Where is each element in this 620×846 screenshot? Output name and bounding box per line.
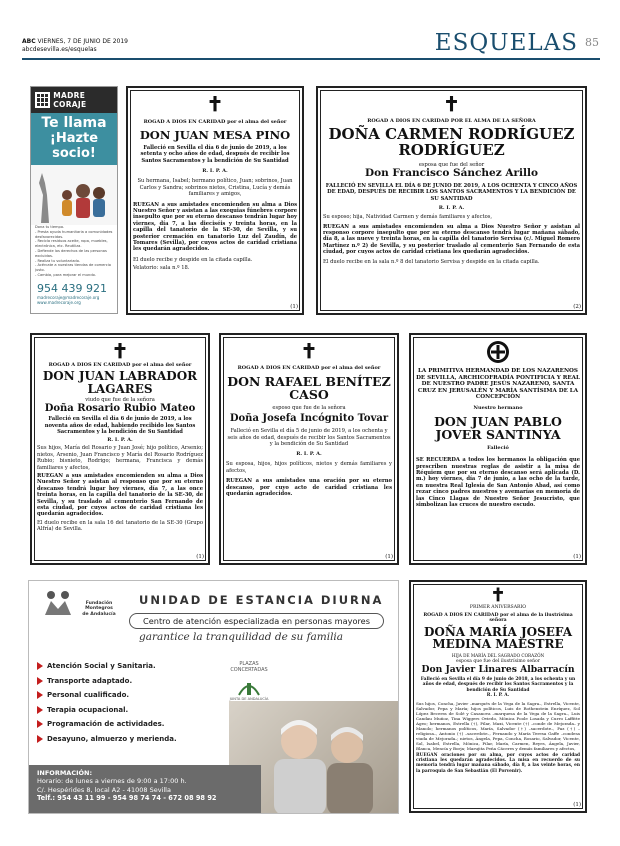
info-title: INFORMACIÓN: bbox=[37, 769, 93, 777]
fundacion-line3: de Andalucía bbox=[82, 611, 116, 617]
junta-andalucia-logo-icon bbox=[236, 675, 262, 697]
esquela-labrador bbox=[30, 333, 210, 565]
madre-coraje-line1: Te llama bbox=[41, 115, 107, 131]
service-item bbox=[37, 659, 177, 674]
service-label: Programación de actividades. bbox=[47, 720, 165, 729]
esquela-intro: ROGAD A DIOS EN CARIDAD por el alma del señor bbox=[237, 365, 381, 371]
madre-coraje-email[interactable]: madrecoraje@madrecoraje.org bbox=[37, 294, 100, 300]
esquela-intro: LA PRIMITIVA HERMANDAD DE LOS NAZARENOS DE SEVILLA, ARCHICOFRADÍA PONTIFICIA Y REAL DE NUESTRO PADRE JESÚS NAZARENO, SANTA CRUZ EN JERUSALÉN Y MARÍA SANTÍSIMA DE LA CONCEPCIÓN bbox=[416, 368, 580, 401]
madre-coraje-web[interactable]: www.madrecoraje.org bbox=[37, 299, 81, 305]
esquela-title: HIJA DE MARÍA DEL SAGRADO CORAZÓN bbox=[451, 653, 545, 658]
service-label: Desayuno, almuerzo y merienda. bbox=[47, 734, 177, 743]
header-rule bbox=[22, 58, 600, 60]
esquela-ripa: R. I. P. A. bbox=[107, 437, 133, 444]
madre-coraje-brand: MADRE CORAJE bbox=[53, 91, 87, 109]
hermandad-shield-icon bbox=[486, 340, 510, 364]
spouse-name: Don Javier Linares Albarracín bbox=[421, 664, 575, 675]
esquela-mesa-pino bbox=[126, 86, 304, 315]
esquela-request: RUEGAN a sus amistades encomienden su alma a Dios Nuestro Señor y asistan al responso corpore insepulto que por su eterno descanso tendrá lugar mañana sábado, día 8, a las nueve y treinta horas, en la capilla del tanatorio Servisa (c/. Miguel Romero Martínez n.º 2) de Sevilla, y su posterior traslado al cementerio San Fernando de esta ciudad, por cuyos actos de caridad cristiana les quedarán agradecidos. bbox=[323, 223, 580, 256]
deceased-name: DOÑA CARMEN RODRÍGUEZ RODRÍGUEZ bbox=[328, 125, 575, 159]
esquela-intro: ROGAD A DIOS EN CARIDAD por el alma de la ilustrísima señora bbox=[423, 613, 573, 624]
arrow-icon bbox=[37, 720, 43, 728]
spouse-intro: esposo que fue de la señora bbox=[272, 405, 346, 412]
esquela-died: Falleció bbox=[487, 445, 509, 452]
cross-icon: ✝ bbox=[111, 339, 129, 363]
info-phone[interactable]: Telf.: 954 43 11 99 - 954 98 74 74 - 672 08 98 92 bbox=[37, 794, 217, 802]
esquela-family: Sus hijos, Concha, Javier –marqués de la Vega de la Sagra–, Estrella, Vicente, Salvador, Pepa y María; hijos políticos, Luis de Rothenstein Enríquez, Sol López Becerra de Solé y Casanova –marquesa de la Vega de la Sagra–, Luis Candau Muñoz, Tina Wiggers Oviedo, Mónica Poole Losada y Curro Laffitte Ageo; hermanos, Estrella (†), Pilar, Maxi, Vicente (†) –conde de Mejorada– y Manolo; hermanos políticos, María, Salvador (†) –sacerdote–, Paz (†) –religiosa–, Antonio (†) –sacerdote–, Fernando y María Teresa Gaffe –condesa viuda de Mejorada–; nietos, Ángela, Pepa, Concha, Rosario, Salvador, Vicente, Sol, Isabel, Estrella, Mónica, Pilar, María, Carmen, Reyes, Ángela, Javier, Blanca, Mencía y Borja; Marujita Peña Cáceres y demás familiares y afectos, bbox=[416, 701, 580, 751]
list-item: - Acércate a nuestras tiendas de comercio justo. bbox=[35, 263, 111, 273]
esquela-anniversary: PRIMER ANIVERSARIO bbox=[469, 605, 527, 610]
madre-coraje-line2: ¡Hazte socio! bbox=[49, 131, 99, 161]
esquela-jover bbox=[409, 333, 587, 565]
service-item bbox=[37, 674, 177, 689]
junta-label: JUNTA DE ANDALUCÍA bbox=[229, 697, 269, 701]
service-label: Transporte adaptado. bbox=[47, 676, 133, 685]
esquela-benitez bbox=[219, 333, 399, 565]
unidad-slogan: garantice la tranquilidad de su familia bbox=[139, 631, 344, 643]
deceased-name: DON JUAN MESA PINO bbox=[139, 128, 291, 142]
esquela-death-notice: Falleció en Sevilla el día 6 de junio de 2019, a los setenta y ocho años de edad, después de recibir los Santos Sacramentos y la bendición de Su Santidad bbox=[140, 145, 290, 164]
unidad-subtitle: Centro de atención especializada en personas mayores bbox=[129, 613, 384, 629]
arrow-icon bbox=[37, 691, 43, 699]
esquela-request: RUEGAN a sus amistades encomienden su alma a Dios Nuestro Señor y asistan a las exequias fúnebres corpore insepulto que por su eterno descanso tendrán lugar hoy viernes, día 7, a las dieciséis y treinta horas, en la capilla del tanatorio de la SE-30, de Sevilla, y su posterior cremación en tanatorio Luz del Zaudín, de Tomares (Sevilla), por cuyos actos de caridad cristiana les quedarán agradecidos. bbox=[133, 201, 297, 253]
cross-icon: ✝ bbox=[443, 92, 460, 116]
arrow-icon bbox=[37, 662, 43, 670]
unidad-services bbox=[37, 659, 177, 746]
plazas-line2: CONCERTADAS bbox=[230, 667, 268, 673]
list-item: - Defiende los derechos de las personas excluidas. bbox=[35, 248, 107, 258]
fundacion-line1: Fundación bbox=[85, 601, 113, 606]
esquela-duelo: El duelo recibe en la sala n.º 8 del tanatorio Servisa y despide en la citada capilla. bbox=[323, 258, 540, 265]
hermandad-emblem bbox=[416, 340, 580, 364]
fundacion-name bbox=[69, 601, 129, 617]
service-label: Terapia ocupacional. bbox=[47, 705, 129, 714]
cross-icon: ✝ bbox=[206, 92, 224, 116]
madre-coraje-ad[interactable] bbox=[30, 86, 118, 314]
esquela-intro: ROGAD A DIOS EN CARIDAD por el alma del señor bbox=[143, 119, 287, 125]
plazas-concertadas bbox=[214, 661, 284, 701]
esquela-number: (1) bbox=[573, 554, 581, 560]
page-header-info bbox=[22, 38, 128, 54]
esquela-family: Su esposa, hijos, hijos políticos, nietos y demás familiares y afectos, bbox=[226, 461, 392, 474]
esquela-number: (1) bbox=[290, 304, 298, 310]
list-item: Dona tu tiempo. bbox=[35, 225, 65, 229]
section-title: ESQUELAS bbox=[434, 30, 578, 56]
esquela-duelo: El duelo recibe en la sala 16 del tanatorio de la SE-30 (Grupo Alfría) de Sevilla. bbox=[37, 519, 203, 533]
esquela-duelo: El duelo recibe y despide en la citada capilla. bbox=[133, 256, 253, 263]
section-web[interactable]: abcdesevilla.es/esquelas bbox=[22, 46, 97, 53]
esquela-family: Su esposo; hija, Natividad Carmen y demás familiares y afectos, bbox=[323, 214, 493, 221]
spouse-name: Doña Rosario Rubio Mateo bbox=[44, 403, 196, 415]
esquela-ripa: R. I. P. A. bbox=[438, 205, 465, 212]
esquela-death-notice: Falleció en Sevilla el día 5 de junio de 2019, a los ochenta y seis años de edad, después de recibir los Santos Sacramentos y la bendición de Su Santidad bbox=[227, 428, 391, 448]
esquela-request: RUEGAN oraciones por su alma, por cuyos actos de caridad cristiana les quedarán agradecidos. La misa en recuerdo de su memoria tendrá lugar mañana sábado, día 8, a las veinte horas, en la parroquia de San Sebastián (El Porvenir). bbox=[416, 753, 580, 774]
list-item: - Presta ayuda humanitaria a comunidades desfavorecidas. bbox=[35, 229, 113, 239]
esquela-intro: ROGAD A DIOS EN CARIDAD POR EL ALMA DE LA SEÑORA bbox=[367, 118, 536, 124]
madre-coraje-call bbox=[31, 113, 117, 165]
publication-date: VIERNES, 7 DE JUNIO DE 2019 bbox=[37, 38, 128, 45]
esquela-intro: ROGAD A DIOS EN CARIDAD por el alma del señor bbox=[48, 362, 192, 368]
arrow-icon bbox=[37, 735, 43, 743]
esquela-death-notice: Falleció en Sevilla el día 9 de junio de 2018, a los ochenta y un años de edad, después de recibir los Santos Sacramentos y la bendición de Su Santidad bbox=[420, 677, 576, 693]
esquela-velatorio: Velatorio: sala n.º 18. bbox=[133, 265, 190, 272]
esquela-ripa: R. I. P. A. bbox=[296, 451, 322, 458]
info-address: C/. Hespérides 8, local A2 - 41008 Sevilla bbox=[37, 785, 171, 794]
deceased-name: DON JUAN LABRADOR LAGARES bbox=[42, 369, 198, 396]
esquela-number: (2) bbox=[573, 304, 581, 310]
arrow-icon bbox=[37, 677, 43, 685]
esquela-title: Nuestro hermano bbox=[473, 404, 523, 411]
esquela-death-notice: FALLECIÓ EN SEVILLA EL DÍA 6 DE JUNIO DE 2019, A LOS OCHENTA Y CINCO AÑOS DE EDAD, DESPUÉS DE RECIBIR LOS SANTOS SACRAMENTOS Y LA BENDICIÓN DE SU SANTIDAD bbox=[325, 183, 578, 202]
cross-icon: ✝ bbox=[490, 585, 506, 606]
page-number: 85 bbox=[585, 36, 599, 49]
spouse-name: Don Francisco Sánchez Arillo bbox=[365, 166, 538, 179]
list-item: - Recicla residuos aceite, ropa, muebles, electrónica, etc. Reutiliza. bbox=[35, 239, 108, 249]
deceased-name: DON JUAN PABLO JOVER SANTINYA bbox=[434, 413, 562, 443]
esquela-rodriguez bbox=[316, 86, 587, 315]
spouse-intro: viudo que fue de la señora bbox=[85, 397, 155, 404]
madre-coraje-list bbox=[31, 225, 117, 278]
esquela-death-notice: Falleció en Sevilla el día 6 de junio de 2019, a los noventa años de edad, habiendo recibido los Santos Sacramentos y la bendición de Su Santidad bbox=[44, 416, 196, 435]
arrow-icon bbox=[37, 706, 43, 714]
esquela-ripa: R. I. P. A. bbox=[486, 693, 510, 698]
spouse-name: Doña Josefa Incógnito Tovar bbox=[229, 413, 389, 425]
deceased-name: DOÑA MARÍA JOSEFA MEDINA MAESTRE bbox=[423, 624, 573, 652]
unidad-estancia-ad[interactable] bbox=[28, 580, 399, 814]
unidad-title: UNIDAD DE ESTANCIA DIURNA bbox=[139, 593, 384, 607]
unidad-info bbox=[29, 765, 261, 813]
children-giraffe-illustration-icon bbox=[31, 165, 118, 225]
spouse-intro: esposa que fue del señor bbox=[418, 161, 485, 168]
esquela-request: RUEGAN a sus amistades una oración por su eterno descanso, por cuyo acto de caridad cristiana les quedarán agradecidos. bbox=[226, 478, 392, 498]
service-item bbox=[37, 688, 177, 703]
madre-coraje-logo-icon bbox=[35, 92, 50, 108]
esquela-family: Sus hijos, María del Rosario y Juan José; hijo político, Arsenio; nietos, Arsenio, Juan Francisco y María del Rosario Rodríguez Rubio; bisnieto, Rodrigo; hermana, Francisca y demás familiares y afectos, bbox=[37, 445, 203, 471]
esquela-number: (1) bbox=[196, 554, 204, 560]
esquela-family: Su hermana, Isabel; hermano político, Juan; sobrinos, Juan Carlos y Sandra; sobrinos nietos, Cristina, Lucía y demás familiares y amigos, bbox=[137, 178, 293, 198]
info-hours: Horario: de lunes a viernes de 9:00 a 17:00 h. bbox=[37, 777, 187, 785]
madre-coraje-phone[interactable]: 954 439 921 bbox=[37, 281, 107, 295]
service-item bbox=[37, 717, 177, 732]
esquela-number: (1) bbox=[573, 802, 581, 808]
fundacion-line2: Montegros bbox=[85, 606, 113, 612]
plazas-line1: PLAZAS bbox=[239, 661, 259, 667]
service-label: Personal cualificado. bbox=[47, 691, 130, 700]
publication-name: ABC bbox=[22, 38, 36, 45]
cross-icon: ✝ bbox=[300, 339, 318, 363]
list-item: - Realiza tu voluntariado. bbox=[35, 258, 80, 263]
madre-coraje-header bbox=[31, 87, 117, 113]
esquela-request: SE RECUERDA a todos los hermanos la obligación que prescriben nuestras reglas de asistir a la misa de Réquiem que por su eterno descanso será aplicada (D. m.) hoy viernes, día 7 de junio, a las ocho de la tarde, en nuestra Real Iglesia de San Antonio Abad, así como rezar cinco padres nuestros y avemarías en memoria de las Cinco Llagas de Nuestro Señor Jesucristo, que simbolizan las cruces de nuestro escudo. bbox=[416, 457, 580, 509]
esquela-ripa: R. I. P. A. bbox=[202, 168, 228, 175]
esquela-medina bbox=[409, 580, 587, 813]
list-item: - Cambia, para mejorar el mundo. bbox=[35, 272, 96, 277]
deceased-name: DON RAFAEL BENÍTEZ CASO bbox=[227, 374, 391, 403]
spouse-intro: esposa que fue del ilustrísimo señor bbox=[455, 659, 540, 664]
esquela-number: (1) bbox=[385, 554, 393, 560]
madre-coraje-photo bbox=[31, 165, 117, 225]
service-item bbox=[37, 732, 177, 747]
service-label: Atención Social y Sanitaria. bbox=[47, 662, 156, 671]
service-item bbox=[37, 703, 177, 718]
esquela-request: RUEGAN a sus amistades encomienden su alma a Dios Nuestro Señor y asistan al responso que por su eterno descanso tendrá lugar hoy viernes, día 7, a las once treinta horas, en la capilla del tanatorio de la SE-30, de Sevilla, y su traslado al cementerio San Fernando de esta ciudad, por cuyos actos de caridad cristiana les quedarán agradecidos. bbox=[37, 473, 203, 518]
